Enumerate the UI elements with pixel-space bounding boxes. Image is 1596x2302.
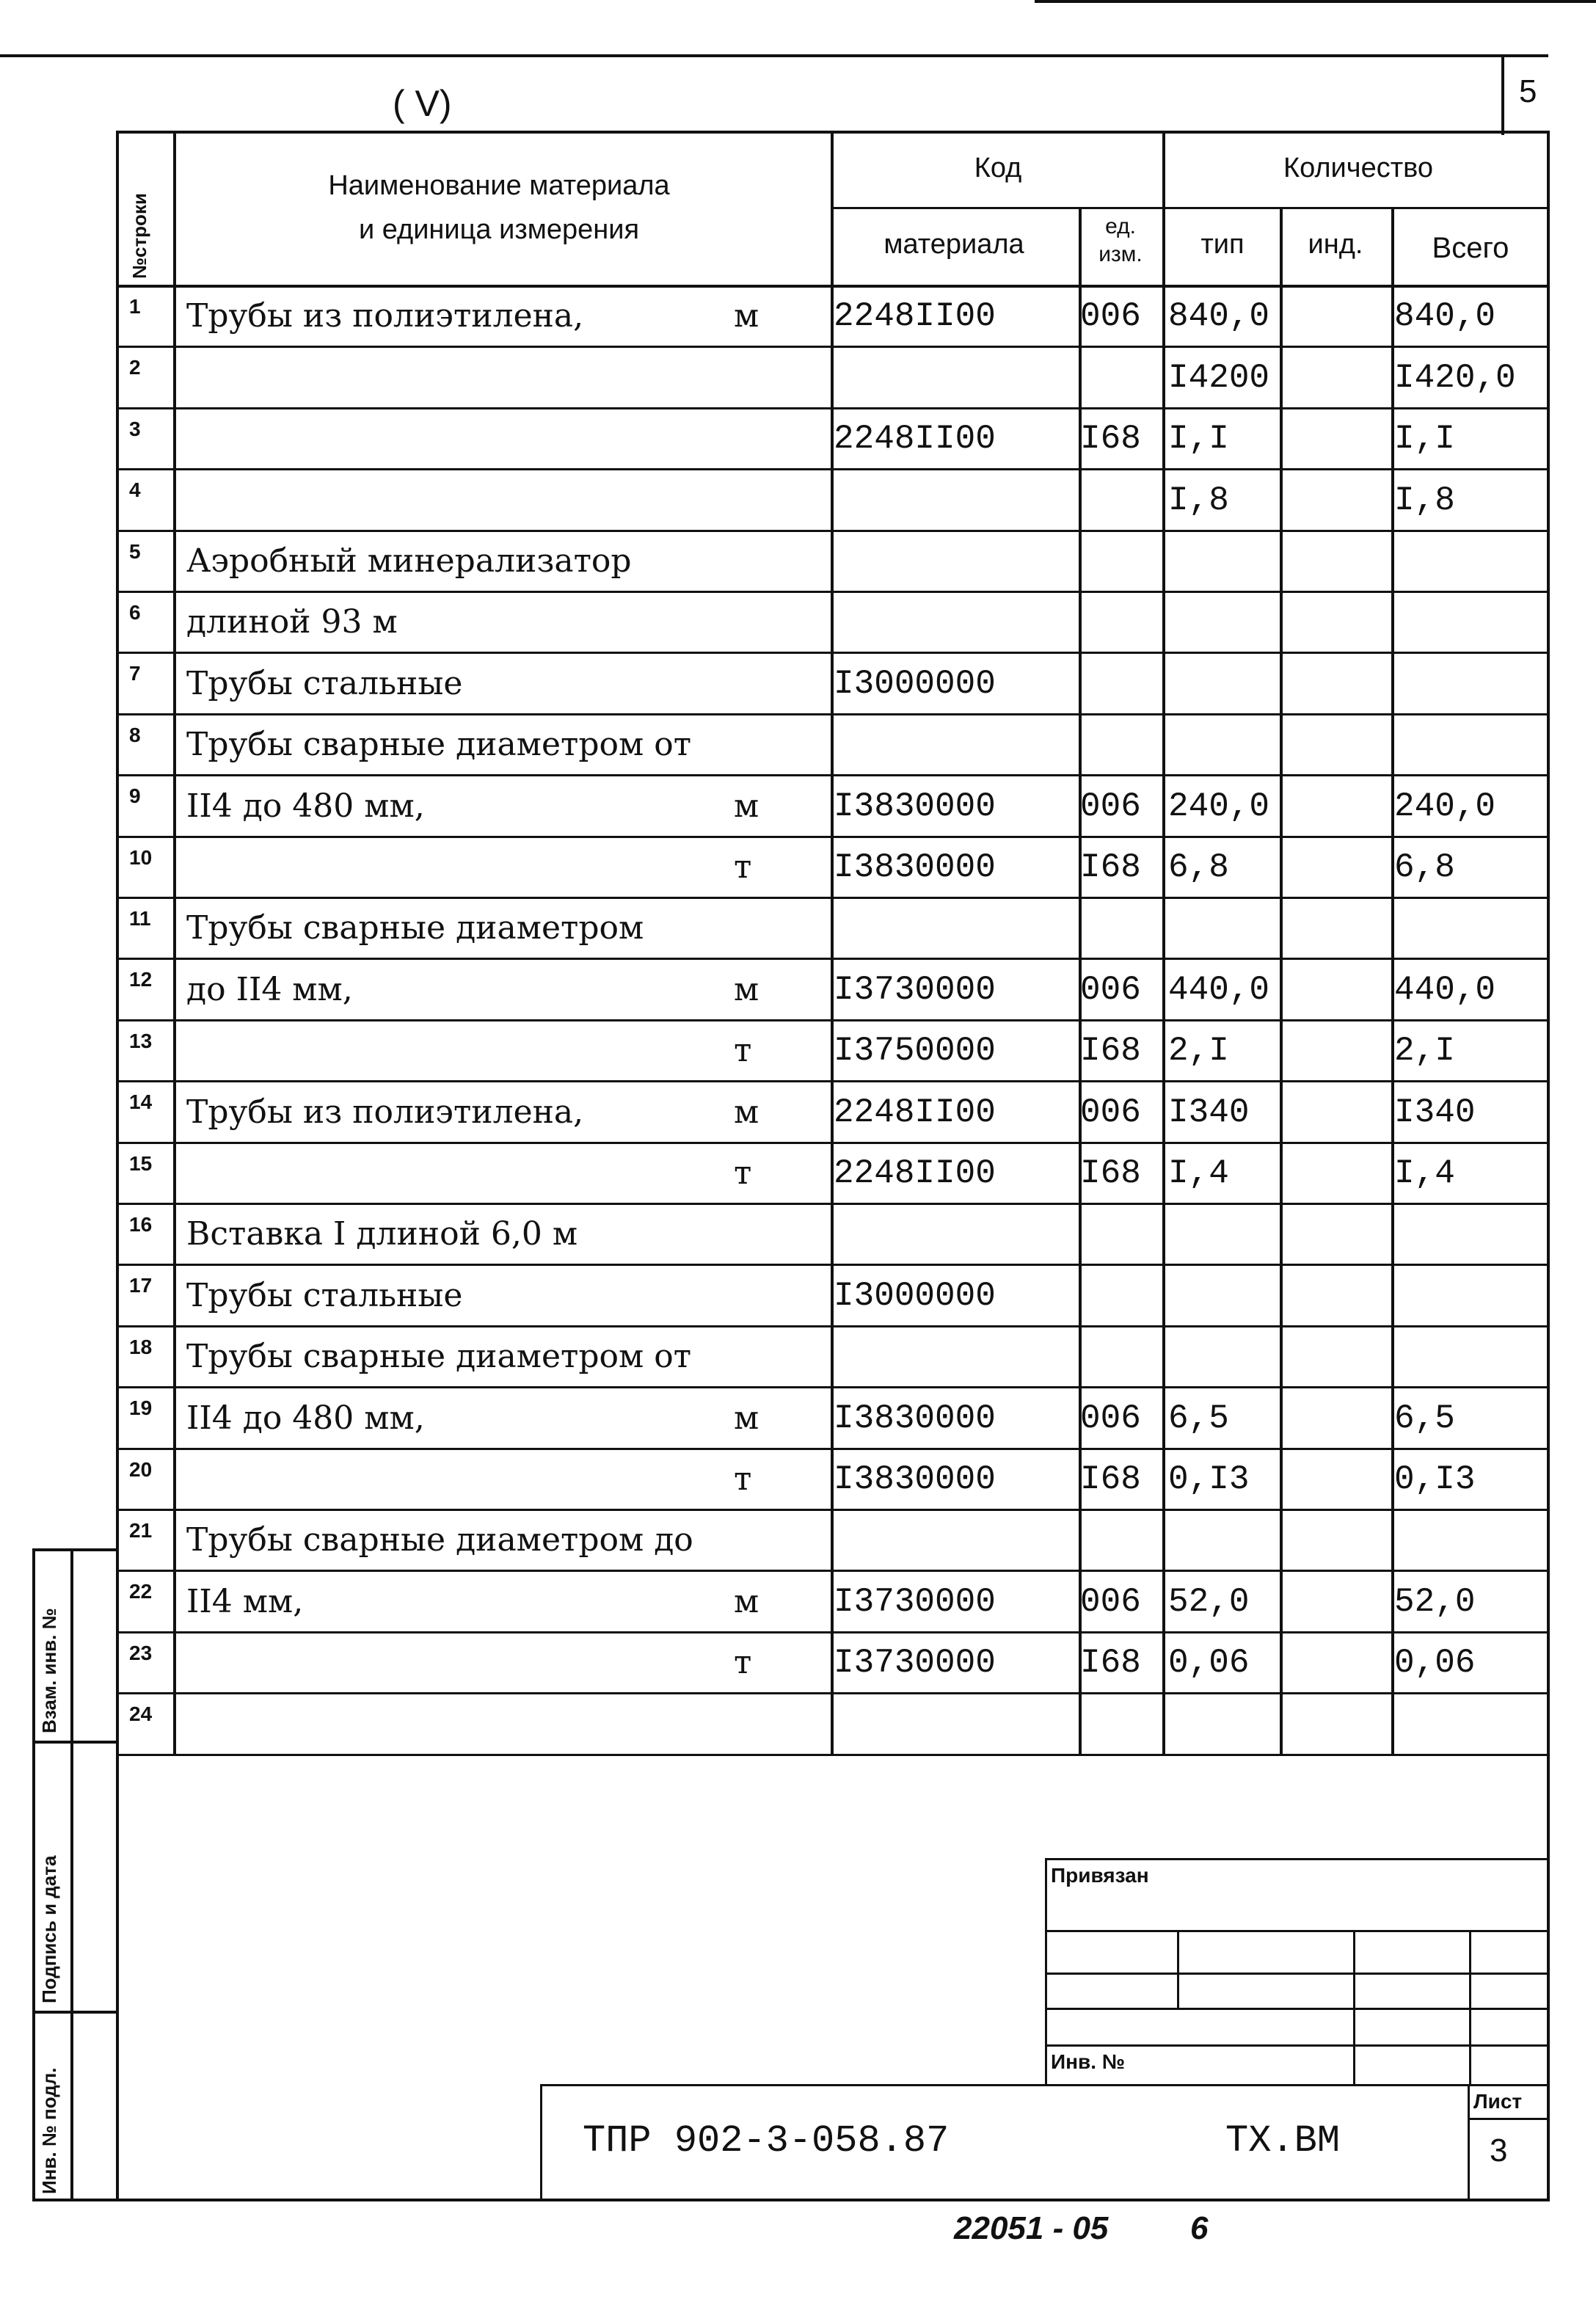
row-number: 4 [129, 478, 141, 501]
qty-total: I,4 [1394, 1154, 1455, 1192]
header-code-unit-2: изм. [1098, 242, 1143, 266]
row-line [116, 1570, 1550, 1572]
header-row-number: №строки [128, 193, 150, 279]
tb-v3 [1469, 1930, 1471, 2084]
material-code: I3830000 [834, 1399, 996, 1438]
tb-privyazan: Привязан [1051, 1864, 1149, 1887]
tb-left [1045, 1858, 1047, 2086]
row-line [116, 1080, 1550, 1082]
row-line [116, 1448, 1550, 1450]
unit: м [734, 971, 759, 1008]
row-number: 1 [129, 295, 141, 318]
header-name-line1: Наименование материала [328, 170, 670, 201]
qty-total: 840,0 [1394, 297, 1496, 335]
material-name: Трубы сварные диаметром от [186, 1338, 692, 1375]
qty-total: I,8 [1394, 481, 1455, 520]
tb-v2 [1353, 1930, 1355, 2084]
row-number: 2 [129, 356, 141, 379]
unit-code: 006 [1080, 1583, 1141, 1621]
qty-total: 6,8 [1394, 848, 1455, 886]
row-line [116, 1264, 1550, 1266]
qty-type: I,4 [1168, 1154, 1229, 1192]
header-qty-group: Количество [1283, 153, 1434, 183]
qty-type: I4200 [1168, 359, 1270, 397]
header-qty-total: Всего [1432, 232, 1509, 264]
qty-total: 2,I [1394, 1032, 1455, 1070]
header-name-line2: и единица измерения [358, 214, 640, 245]
qty-type: 440,0 [1168, 971, 1270, 1009]
unit: м [734, 787, 759, 825]
tb-main-left [540, 2084, 542, 2201]
header-mid [831, 207, 1550, 209]
row-line [116, 591, 1550, 593]
row-number: 15 [129, 1152, 153, 1175]
unit-code: I68 [1080, 1460, 1141, 1498]
row-line [116, 346, 1550, 348]
qty-type: I,I [1168, 420, 1229, 458]
row-line [116, 1631, 1550, 1633]
qty-type: 840,0 [1168, 297, 1270, 335]
qty-type: 0,I3 [1168, 1460, 1250, 1498]
qty-total: 240,0 [1394, 787, 1496, 826]
stamp-sep2 [32, 2011, 117, 2014]
row-number: 16 [129, 1213, 153, 1236]
col-line-5 [1280, 207, 1283, 1754]
unit-code: 006 [1080, 297, 1141, 335]
material-name: Трубы сварные диаметром [186, 909, 644, 947]
unit-code: 006 [1080, 1093, 1141, 1132]
material-code: 2248II00 [834, 1154, 996, 1192]
row-number: 3 [129, 418, 141, 440]
material-name: Трубы сварные диаметром от [186, 726, 692, 763]
qty-total: I420,0 [1394, 359, 1516, 397]
row-number: 5 [129, 540, 141, 563]
material-name: длиной 93 м [186, 603, 398, 641]
material-code: I3000000 [834, 1277, 996, 1315]
qty-type: 6,8 [1168, 848, 1229, 886]
row-number: 17 [129, 1274, 153, 1297]
stamp-inner-border [70, 1548, 73, 2201]
row-line [116, 530, 1550, 532]
tb-line2 [1045, 1973, 1550, 1975]
qty-type: 52,0 [1168, 1583, 1250, 1621]
tb-doc-code: ТПР 902-3-058.87 [583, 2119, 950, 2163]
row-line [116, 897, 1550, 899]
tb-list-left [1468, 2084, 1470, 2201]
qty-total: I,I [1394, 420, 1455, 458]
row-line [116, 774, 1550, 776]
tb-main-top [540, 2084, 1550, 2086]
material-code: I3730000 [834, 1583, 996, 1621]
material-name: Трубы стальные [186, 665, 463, 702]
row-line [116, 407, 1550, 409]
qty-type: 2,I [1168, 1032, 1229, 1070]
frame-left-lower [116, 1741, 119, 2201]
unit-code: I68 [1080, 1032, 1141, 1070]
stamp-top [32, 1548, 117, 1551]
variant-label: ( V) [393, 83, 452, 124]
material-code: I3830000 [834, 848, 996, 886]
material-code: I3750000 [834, 1032, 996, 1070]
tb-list-sep [1468, 2118, 1550, 2120]
header-code-group: Код [974, 153, 1022, 183]
frame-right-lower [1547, 1741, 1550, 2201]
stamp-left-border [32, 1548, 35, 2201]
unit-code: I68 [1080, 1154, 1141, 1192]
unit: т [734, 1460, 752, 1498]
tb-list-label: Лист [1473, 2090, 1523, 2113]
qty-type: 6,5 [1168, 1399, 1229, 1438]
unit: м [734, 1583, 759, 1620]
qty-total: 0,I3 [1394, 1460, 1476, 1498]
footer-handwritten-code: 22051 - 05 [954, 2210, 1109, 2246]
row-line [116, 1019, 1550, 1021]
tb-line3 [1045, 2008, 1550, 2010]
row-line [116, 468, 1550, 470]
footer-page: 6 [1190, 2210, 1209, 2246]
unit: м [734, 297, 759, 335]
row-number: 9 [129, 784, 141, 807]
material-code: I3730000 [834, 971, 996, 1009]
material-name: II4 до 480 мм, [186, 1399, 425, 1437]
unit-code: I68 [1080, 420, 1141, 458]
unit-code: I68 [1080, 1644, 1141, 1682]
tb-top [1045, 1858, 1550, 1860]
unit-code: 006 [1080, 1399, 1141, 1438]
row-number: 21 [129, 1519, 153, 1542]
qty-total: 0,06 [1394, 1644, 1476, 1682]
unit-code: 006 [1080, 787, 1141, 826]
top-rule [0, 54, 1548, 57]
top-edge-line [1035, 0, 1596, 3]
row-number: 24 [129, 1702, 153, 1725]
stamp-inv-podl: Инв. № подл. [38, 2067, 60, 2194]
material-code: I3830000 [834, 787, 996, 826]
unit: т [734, 1154, 752, 1192]
row-line [116, 1692, 1550, 1694]
row-number: 23 [129, 1642, 153, 1664]
row-line [116, 1142, 1550, 1144]
page-number-divider [1501, 54, 1504, 135]
material-name: II4 до 480 мм, [186, 787, 425, 825]
stamp-sep1 [32, 1741, 117, 1744]
qty-type: I,8 [1168, 481, 1229, 520]
unit-code: I68 [1080, 848, 1141, 886]
header-code-unit-1: ед. [1105, 214, 1136, 238]
row-line [116, 1325, 1550, 1327]
header-qty-ind: инд. [1308, 229, 1363, 260]
row-number: 22 [129, 1580, 153, 1603]
tb-mark: ТХ.ВМ [1225, 2119, 1341, 2163]
row-number: 10 [129, 846, 153, 869]
unit-code: 006 [1080, 971, 1141, 1009]
row-number: 11 [129, 907, 151, 930]
header-code-material: материала [883, 229, 1024, 260]
row-line [116, 713, 1550, 715]
material-name: до II4 мм, [186, 971, 353, 1008]
page-number: 5 [1519, 73, 1537, 109]
unit: т [734, 1644, 752, 1681]
stamp-podpis: Подпись и дата [38, 1855, 60, 2003]
row-line [116, 1509, 1550, 1511]
qty-total: I340 [1394, 1093, 1476, 1132]
material-name: Трубы стальные [186, 1277, 463, 1314]
row-number: 20 [129, 1458, 153, 1481]
tb-list-no: 3 [1490, 2132, 1508, 2168]
qty-total: 52,0 [1394, 1583, 1476, 1621]
tb-line1 [1045, 1930, 1550, 1932]
row-number: 8 [129, 724, 141, 746]
material-name: Вставка I длиной 6,0 м [186, 1215, 578, 1253]
material-name: II4 мм, [186, 1583, 304, 1620]
material-code: 2248II00 [834, 1093, 996, 1132]
material-name: Трубы из полиэтилена, [186, 297, 584, 335]
row-number: 14 [129, 1090, 153, 1113]
row-number: 12 [129, 968, 153, 991]
unit: т [734, 1032, 752, 1069]
row-number: 6 [129, 601, 141, 624]
material-code: 2248II00 [834, 420, 996, 458]
frame-bottom [32, 2199, 1550, 2201]
tb-inv-no: Инв. № [1051, 2050, 1126, 2073]
material-code: 2248II00 [834, 297, 996, 335]
row-line [116, 958, 1550, 960]
qty-total: 440,0 [1394, 971, 1496, 1009]
unit: м [734, 1399, 759, 1437]
qty-type: I340 [1168, 1093, 1250, 1132]
unit: т [734, 848, 752, 886]
row-line [116, 652, 1550, 654]
tb-v1 [1177, 1930, 1179, 2008]
unit: м [734, 1093, 759, 1131]
row-line [116, 836, 1550, 838]
qty-type: 0,06 [1168, 1644, 1250, 1682]
row-number: 19 [129, 1396, 153, 1419]
header-qty-type: тип [1200, 229, 1245, 260]
row-line [116, 1386, 1550, 1388]
material-name: Трубы из полиэтилена, [186, 1093, 584, 1131]
material-name: Аэробный минерализатор [186, 542, 632, 580]
row-line [116, 1203, 1550, 1205]
row-number: 18 [129, 1336, 153, 1358]
material-code: I3730000 [834, 1644, 996, 1682]
qty-type: 240,0 [1168, 787, 1270, 826]
qty-total: 6,5 [1394, 1399, 1455, 1438]
row-number: 13 [129, 1030, 153, 1052]
material-code: I3830000 [834, 1460, 996, 1498]
row-line [116, 1754, 1550, 1756]
row-number: 7 [129, 662, 141, 685]
material-name: Трубы сварные диаметром до [186, 1521, 693, 1559]
tb-line4 [1045, 2044, 1550, 2047]
material-code: I3000000 [834, 665, 996, 703]
stamp-vzam: Взам. инв. № [38, 1608, 60, 1733]
